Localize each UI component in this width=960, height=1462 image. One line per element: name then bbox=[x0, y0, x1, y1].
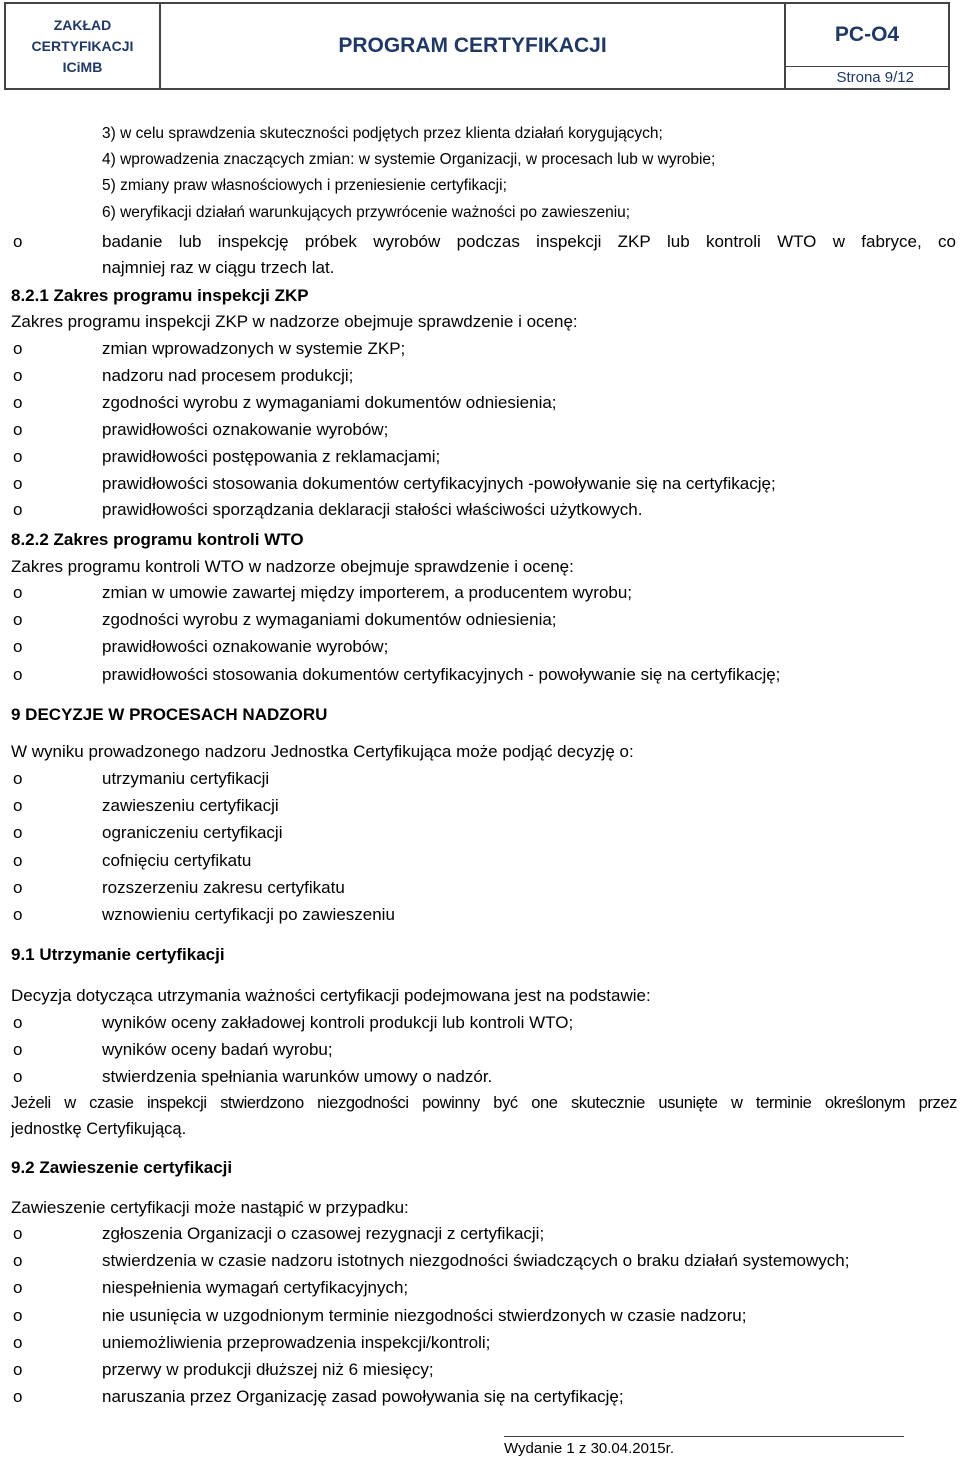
section-92-heading: 9.2 Zawieszenie certyfikacji bbox=[11, 1158, 233, 1177]
numbered-item: 3) w celu sprawdzenia skuteczności podjętych przez klienta działań korygujących; bbox=[102, 125, 663, 142]
badanie-word: kontroli bbox=[705, 232, 761, 251]
section-9-list-bullet: o bbox=[13, 850, 23, 870]
section-92-list-bullet: o bbox=[13, 1224, 23, 1243]
section-92-intro: Zawieszenie certyfikacji może nastąpić w przypadku: bbox=[11, 1198, 409, 1217]
section-821-list-bullet: o bbox=[13, 473, 23, 493]
section-9-list-bullet: o bbox=[13, 877, 23, 897]
section-92-list-bullet: o bbox=[13, 1305, 23, 1325]
section-822-heading: 8.2.2 Zakres programu kontroli WTO bbox=[11, 530, 304, 549]
section-821-list-bullet: o bbox=[13, 365, 23, 385]
note-word: określonym bbox=[824, 1094, 906, 1112]
section-822-intro: Zakres programu kontroli WTO w nadzorze obejmuje sprawdzenie i ocenę: bbox=[11, 557, 574, 576]
numbered-item: 5) zmiany praw własnościowych i przeniesienie certyfikacji; bbox=[102, 177, 507, 194]
badanie-word: lub bbox=[178, 232, 202, 251]
badanie-item-line1 bbox=[102, 230, 956, 254]
section-821-list-item: prawidłowości postępowania z reklamacjami; bbox=[102, 446, 441, 466]
badanie-word: podczas bbox=[456, 232, 520, 251]
section-9-list-bullet: o bbox=[13, 823, 23, 843]
note-word: usunięte bbox=[658, 1094, 718, 1112]
bullet-marker: o bbox=[13, 232, 23, 251]
org-name-line3: ICiMB bbox=[62, 58, 103, 75]
section-92-list-item: stwierdzenia w czasie nadzoru istotnych niezgodności świadczących o braku działań systemowych; bbox=[102, 1251, 850, 1271]
section-9-list-item: ograniczeniu certyfikacji bbox=[102, 823, 283, 843]
note-word: terminie bbox=[755, 1094, 812, 1112]
document-code: PC-O4 bbox=[786, 4, 948, 67]
section-821-intro: Zakres programu inspekcji ZKP w nadzorze obejmuje sprawdzenie i ocenę: bbox=[11, 312, 578, 331]
badanie-word: fabryce, bbox=[861, 232, 922, 251]
section-92-list-item: niespełnienia wymagań certyfikacyjnych; bbox=[102, 1278, 409, 1298]
section-822-list-item: prawidłowości stosowania dokumentów certyfikacyjnych - powoływanie się na certyfikację; bbox=[102, 664, 781, 684]
section-821-list-item: prawidłowości stosowania dokumentów certyfikacyjnych -powoływanie się na certyfikację; bbox=[102, 473, 776, 493]
badanie-word: inspekcji bbox=[536, 232, 602, 251]
section-822-list-bullet: o bbox=[13, 610, 23, 630]
note-word: czasie bbox=[89, 1094, 134, 1112]
badanie-word: inspekcję bbox=[217, 232, 289, 251]
section-821-list-item: prawidłowości sporządzania deklaracji stałości właściwości użytkowych. bbox=[102, 500, 643, 520]
note-word: skutecznie bbox=[570, 1094, 645, 1112]
section-9-list-bullet: o bbox=[13, 796, 23, 816]
note-word: one bbox=[531, 1094, 558, 1112]
org-name-line2: CERTYFIKACJI bbox=[31, 37, 134, 54]
section-91-list-item: wyników oceny badań wyrobu; bbox=[102, 1040, 333, 1059]
section-821-list-bullet: o bbox=[13, 446, 23, 466]
section-91-list-item: wyników oceny zakładowej kontroli produkcji lub kontroli WTO; bbox=[102, 1013, 574, 1032]
section-9-list-bullet: o bbox=[13, 769, 23, 788]
section-9-intro: W wyniku prowadzonego nadzoru Jednostka Certyfikująca może podjąć decyzję o: bbox=[11, 742, 634, 761]
section-9-list-item: utrzymaniu certyfikacji bbox=[102, 769, 270, 788]
section-92-list-item: naruszania przez Organizację zasad powoływania się na certyfikację; bbox=[102, 1387, 624, 1407]
footer-rule bbox=[504, 1436, 904, 1437]
badanie-word: ZKP bbox=[617, 232, 651, 251]
section-92-list-bullet: o bbox=[13, 1360, 23, 1379]
section-92-list-item: przerwy w produkcji dłuższej niż 6 miesięcy; bbox=[102, 1360, 434, 1379]
section-91-list-item: stwierdzenia spełniania warunków umowy o nadzór. bbox=[102, 1067, 493, 1086]
numbered-item: 6) weryfikacji działań warunkujących przywrócenie ważności po zawieszeniu; bbox=[102, 204, 631, 221]
badanie-word: lub bbox=[667, 232, 690, 251]
badanie-word: wyrobów bbox=[373, 232, 441, 251]
section-9-list-item: cofnięciu certyfikatu bbox=[102, 850, 252, 870]
section-91-list-bullet: o bbox=[13, 1040, 23, 1059]
section-92-list-bullet: o bbox=[13, 1387, 23, 1407]
section-9-list-item: zawieszeniu certyfikacji bbox=[102, 796, 279, 816]
badanie-word: w bbox=[832, 232, 845, 251]
section-9-list-item: rozszerzeniu zakresu certyfikatu bbox=[102, 877, 345, 897]
note-word: Jeżeli bbox=[11, 1094, 51, 1112]
section-821-list-bullet: o bbox=[13, 339, 23, 358]
section-822-list-item: prawidłowości oznakowanie wyrobów; bbox=[102, 637, 389, 657]
section-9-heading: 9 DECYZJE W PROCESACH NADZORU bbox=[11, 705, 328, 724]
section-821-heading: 8.2.1 Zakres programu inspekcji ZKP bbox=[11, 286, 309, 305]
section-821-list-item: zmian wprowadzonych w systemie ZKP; bbox=[102, 339, 406, 358]
footer-edition: Wydanie 1 z 30.04.2015r. bbox=[504, 1440, 674, 1457]
section-92-list-bullet: o bbox=[13, 1278, 23, 1298]
badanie-word: WTO bbox=[777, 232, 817, 251]
badanie-word: badanie bbox=[102, 232, 163, 251]
org-name-line1: ZAKŁAD bbox=[53, 16, 112, 33]
section-822-list-bullet: o bbox=[13, 583, 23, 602]
section-822-list-item: zgodności wyrobu z wymaganiami dokumentów odniesienia; bbox=[102, 610, 557, 630]
section-92-list-bullet: o bbox=[13, 1332, 23, 1352]
section-91-heading: 9.1 Utrzymanie certyfikacji bbox=[11, 945, 225, 964]
section-91-note-line1 bbox=[11, 1091, 957, 1115]
note-word: przez bbox=[918, 1094, 957, 1112]
note-word: być bbox=[493, 1094, 518, 1112]
section-92-list-item: nie usunięcia w uzgodnionym terminie niezgodności stwierdzonych w czasie nadzoru; bbox=[102, 1305, 747, 1325]
section-822-list-bullet: o bbox=[13, 637, 23, 657]
section-91-list-bullet: o bbox=[13, 1013, 23, 1032]
note-word: w bbox=[64, 1094, 76, 1112]
badanie-item-line2: najmniej raz w ciągu trzech lat. bbox=[102, 258, 335, 277]
note-word: niezgodności bbox=[317, 1094, 409, 1112]
note-word: w bbox=[730, 1094, 743, 1112]
section-821-list-item: nadzoru nad procesem produkcji; bbox=[102, 365, 354, 385]
badanie-word: co bbox=[938, 232, 956, 251]
section-92-list-item: uniemożliwienia przeprowadzenia inspekcji/kontroli; bbox=[102, 1332, 491, 1352]
section-821-list-bullet: o bbox=[13, 500, 23, 520]
section-822-list-bullet: o bbox=[13, 664, 23, 684]
section-9-list-bullet: o bbox=[13, 905, 23, 924]
numbered-item: 4) wprowadzenia znaczących zmian: w systemie Organizacji, w procesach lub w wyrobie; bbox=[102, 151, 716, 168]
section-821-list-bullet: o bbox=[13, 392, 23, 412]
section-822-list-item: zmian w umowie zawartej między importerem, a producentem wyrobu; bbox=[102, 583, 633, 602]
note-word: inspekcji bbox=[146, 1094, 207, 1112]
section-821-list-item: zgodności wyrobu z wymaganiami dokumentów odniesienia; bbox=[102, 392, 557, 412]
section-821-list-bullet: o bbox=[13, 419, 23, 439]
section-91-note-line2: jednostkę Certyfikującą. bbox=[11, 1120, 187, 1138]
section-91-intro: Decyzja dotycząca utrzymania ważności certyfikacji podejmowana jest na podstawie: bbox=[11, 986, 651, 1005]
section-9-list-item: wznowieniu certyfikacji po zawieszeniu bbox=[102, 905, 395, 924]
badanie-word: próbek bbox=[304, 232, 357, 251]
note-word: stwierdzono bbox=[220, 1094, 304, 1112]
page-number: Strona 9/12 bbox=[836, 69, 914, 86]
note-word: powinny bbox=[422, 1094, 480, 1112]
document-title: PROGRAM CERTYFIKACJI bbox=[338, 34, 607, 57]
section-91-list-bullet: o bbox=[13, 1067, 23, 1086]
section-92-list-bullet: o bbox=[13, 1251, 23, 1271]
section-821-list-item: prawidłowości oznakowanie wyrobów; bbox=[102, 419, 389, 439]
section-92-list-item: zgłoszenia Organizacji o czasowej rezygnacji z certyfikacji; bbox=[102, 1224, 545, 1243]
